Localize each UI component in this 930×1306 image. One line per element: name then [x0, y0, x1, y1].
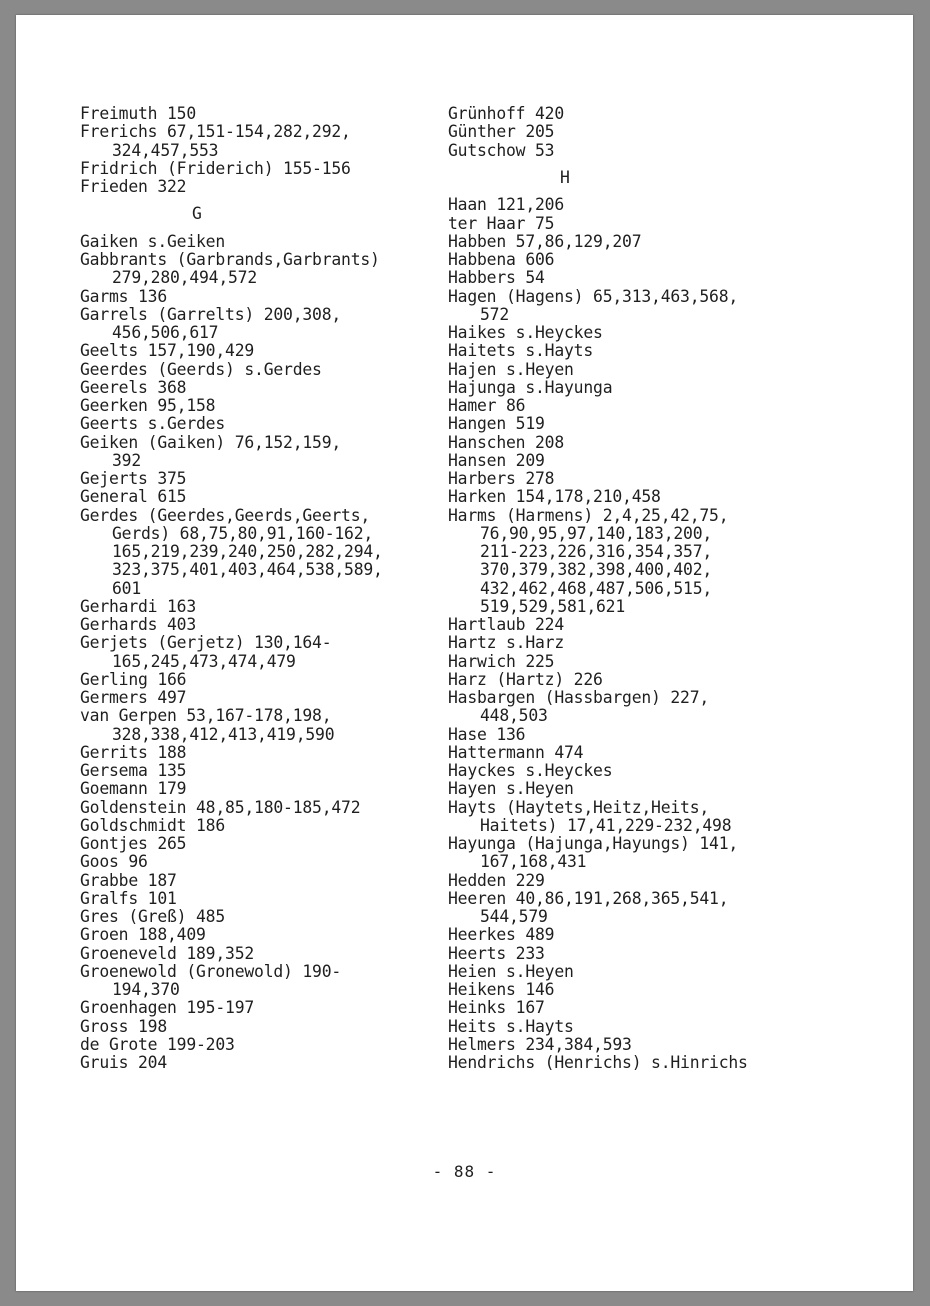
index-entry-continuation: 328,338,412,413,419,590 — [112, 724, 335, 744]
index-entry: Hagen (Hagens) 65,313,463,568, — [448, 286, 739, 306]
index-entry: Gontjes 265 — [80, 834, 187, 853]
index-entry-continuation: 392 — [112, 450, 142, 470]
index-entry-continuation: 572 — [480, 304, 510, 324]
index-entry-continuation: 165,245,473,474,479 — [112, 651, 296, 671]
index-entry: Gerhardi 163 — [80, 596, 197, 616]
index-entry: Hangen 519 — [448, 414, 545, 434]
index-entry: Hayckes s.Heyckes — [448, 761, 613, 780]
index-entry: Hayen s.Heyen — [448, 779, 574, 799]
index-entry: Heien s.Heyen — [448, 961, 574, 981]
index-entry: Geerken 95,158 — [80, 396, 216, 415]
index-entry: Haan 121,206 — [448, 195, 565, 215]
index-entry: Gutschow 53 — [448, 140, 555, 160]
index-entry: Harbers 278 — [448, 469, 555, 488]
index-entry: Hajen s.Heyen — [448, 359, 574, 379]
index-entry: Hajunga s.Hayunga — [448, 377, 613, 397]
index-entry: Haikes s.Heyckes — [448, 323, 603, 342]
index-entry: Hartz s.Harz — [448, 633, 565, 653]
page-number: - 88 - — [432, 1162, 497, 1181]
index-column-left — [80, 105, 383, 1072]
index-entry: Grabbe 187 — [80, 870, 177, 890]
index-entry: Hendrichs (Henrichs) s.Hinrichs — [448, 1053, 748, 1072]
index-column-right — [448, 105, 748, 1072]
index-entry: Haitets s.Hayts — [448, 341, 594, 361]
index-entry: Geerels 368 — [80, 377, 187, 397]
index-entry: Goldenstein 48,85,180-185,472 — [80, 797, 361, 817]
index-entry: Hansen 209 — [448, 450, 545, 470]
index-entry: Heerts 233 — [448, 943, 545, 963]
index-entry: Gres (Greß) 485 — [80, 907, 226, 926]
index-entry: Harz (Hartz) 226 — [448, 669, 603, 689]
index-entry: Germers 497 — [80, 688, 187, 707]
index-entry-continuation: 519,529,581,621 — [480, 596, 626, 616]
index-entry: Garrels (Garrelts) 200,308, — [80, 304, 342, 324]
index-entry-continuation: 456,506,617 — [112, 323, 219, 342]
index-entry: Geerts s.Gerdes — [80, 414, 226, 434]
index-entry: Heikens 146 — [448, 980, 555, 999]
index-entry: Habbena 606 — [448, 250, 555, 269]
index-entry: Gersema 135 — [80, 761, 187, 780]
index-entry: Gerhards 403 — [80, 615, 197, 634]
index-entry: Goos 96 — [80, 852, 148, 872]
index-entry: Frerichs 67,151-154,282,292, — [80, 122, 351, 142]
index-entry: Helmers 234,384,593 — [448, 1034, 632, 1054]
index-entry-continuation: 324,457,553 — [112, 140, 219, 160]
index-entry: Hase 136 — [448, 724, 526, 744]
index-entry: Harms (Harmens) 2,4,25,42,75, — [448, 505, 729, 525]
index-entry: Hamer 86 — [448, 396, 526, 415]
index-entry: Heinks 167 — [448, 998, 545, 1018]
index-entry-continuation: 544,579 — [480, 907, 548, 926]
index-entry: Gerdes (Geerdes,Geerds,Geerts, — [80, 505, 371, 525]
index-entry: Gabbrants (Garbrands,Garbrants) — [80, 250, 380, 269]
index-entry: Garms 136 — [80, 286, 168, 306]
index-entry: Gerling 166 — [80, 669, 187, 689]
index-entry-continuation: 211-223,226,316,354,357, — [480, 542, 713, 561]
index-entry: Gaiken s.Geiken — [80, 231, 226, 251]
index-entry-continuation: 279,280,494,572 — [112, 268, 258, 288]
index-entry: van Gerpen 53,167-178,198, — [80, 706, 332, 726]
index-entry: Hayunga (Hajunga,Hayungs) 141, — [448, 834, 739, 853]
index-entry-continuation: 165,219,239,240,250,282,294, — [112, 542, 383, 561]
index-entry: Hanschen 208 — [448, 432, 565, 452]
index-entry-continuation: 432,462,468,487,506,515, — [480, 578, 713, 598]
index-entry: Hedden 229 — [448, 870, 545, 890]
index-entry: Hasbargen (Hassbargen) 227, — [448, 688, 710, 707]
index-entry-continuation: 370,379,382,398,400,402, — [480, 560, 713, 580]
index-entry: Hartlaub 224 — [448, 615, 565, 634]
index-entry: Harken 154,178,210,458 — [448, 487, 661, 507]
index-entry: Hattermann 474 — [448, 742, 584, 762]
index-entry: Groenewold (Gronewold) 190- — [80, 961, 342, 981]
index-entry: Gejerts 375 — [80, 469, 187, 488]
index-entry: Heits s.Hayts — [448, 1016, 574, 1036]
index-entry: Gerjets (Gerjetz) 130,164- — [80, 633, 332, 653]
index-entry: Groenhagen 195-197 — [80, 998, 255, 1018]
index-entry: Freimuth 150 — [80, 104, 197, 123]
section-letter: G — [192, 204, 202, 224]
index-entry: Habben 57,86,129,207 — [448, 231, 642, 251]
index-entry: ter Haar 75 — [448, 213, 555, 233]
index-entry: Gerrits 188 — [80, 742, 187, 762]
index-entry-continuation: 167,168,431 — [480, 852, 587, 872]
index-entry: Heeren 40,86,191,268,365,541, — [448, 888, 729, 908]
index-entry: de Grote 199-203 — [80, 1034, 235, 1054]
index-entry: Habbers 54 — [448, 268, 545, 288]
index-entry-continuation: 323,375,401,403,464,538,589, — [112, 560, 383, 580]
index-entry-continuation: Haitets) 17,41,229-232,498 — [480, 815, 732, 835]
index-entry: Hayts (Haytets,Heitz,Heits, — [448, 797, 710, 817]
index-entry: Goemann 179 — [80, 779, 187, 799]
index-entry: Geelts 157,190,429 — [80, 341, 255, 361]
index-entry: Fridrich (Friderich) 155-156 — [80, 158, 351, 178]
index-entry: Gruis 204 — [80, 1053, 168, 1072]
index-entry: Goldschmidt 186 — [80, 815, 226, 835]
index-entry-continuation: 448,503 — [480, 706, 548, 726]
index-entry: Groen 188,409 — [80, 925, 206, 945]
index-entry-continuation: 194,370 — [112, 980, 180, 999]
index-entry: Grünhoff 420 — [448, 104, 565, 123]
index-entry: Heerkes 489 — [448, 925, 555, 945]
index-entry: Gross 198 — [80, 1016, 168, 1036]
index-entry: Groeneveld 189,352 — [80, 943, 255, 963]
document-page — [16, 15, 913, 1291]
index-entry: Gralfs 101 — [80, 888, 177, 908]
section-letter: H — [560, 167, 570, 187]
index-entry-continuation: 601 — [112, 578, 142, 598]
index-entry: Geerdes (Geerds) s.Gerdes — [80, 359, 322, 379]
index-entry: General 615 — [80, 487, 187, 507]
index-entry-continuation: Gerds) 68,75,80,91,160-162, — [112, 523, 374, 543]
index-entry: Frieden 322 — [80, 177, 187, 196]
index-entry-continuation: 76,90,95,97,140,183,200, — [480, 523, 713, 543]
index-entry: Geiken (Gaiken) 76,152,159, — [80, 432, 342, 452]
index-entry: Harwich 225 — [448, 651, 555, 671]
index-entry: Günther 205 — [448, 122, 555, 142]
